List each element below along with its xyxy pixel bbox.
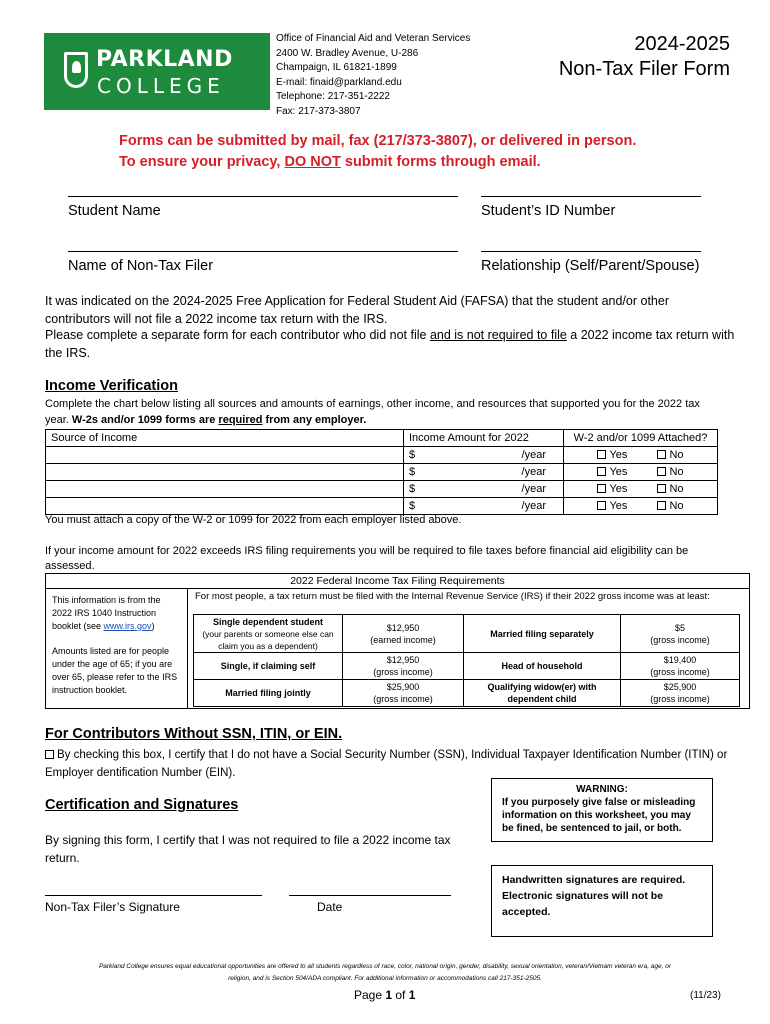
no-checkbox[interactable] (657, 484, 666, 493)
relationship-label: Relationship (Self/Parent/Spouse) (481, 258, 700, 274)
logo-top-text: PARKLAND (96, 47, 233, 72)
relationship-line[interactable] (481, 251, 701, 252)
office-line: E-mail: finaid@parkland.edu (276, 76, 402, 88)
handwritten-notice: Handwritten signatures are required. Electronic signatures will not be accepted. (491, 865, 713, 937)
certification-heading: Certification and Signatures (45, 797, 239, 813)
yes-checkbox[interactable] (597, 467, 606, 476)
table-row (46, 464, 718, 481)
source-cell[interactable] (46, 447, 404, 464)
status-cell: Single dependent student (your parents or someone else can claim you as a dependent) (194, 615, 343, 653)
status-cell: Qualifying widow(er) with dependent child (464, 680, 621, 707)
warning-box (491, 778, 713, 842)
notice-line-2: To ensure your privacy, DO NOT submit forms through email. (119, 154, 541, 170)
table-row (194, 653, 740, 680)
intro-paragraph-2: Please complete a separate form for each contributor who did not file and is not required to file a 2022 income tax return with the IRS. (45, 328, 735, 360)
amount-cell: $12,950 (gross income) (343, 653, 464, 680)
student-id-line[interactable] (481, 196, 701, 197)
student-name-line[interactable] (68, 196, 458, 197)
source-cell[interactable] (46, 464, 404, 481)
w2-cell: Yes No (564, 447, 718, 464)
student-name-label: Student Name (68, 203, 161, 219)
amount-cell: $25,900 (gross income) (621, 680, 740, 707)
status-cell: Single, if claiming self (194, 653, 343, 680)
office-line: Office of Financial Aid and Veteran Services (276, 33, 471, 44)
filing-source-text: This information is from the 2022 IRS 1040 Instruction booklet (see www.irs.gov) (52, 595, 161, 631)
shield-tree-icon (64, 52, 88, 88)
logo-bottom-text: COLLEGE (97, 74, 225, 98)
ssn-heading: For Contributors Without SSN, ITIN, or EIN. (45, 726, 343, 742)
amount-cell[interactable]: $ /year (404, 464, 564, 481)
date-line[interactable] (289, 895, 451, 896)
status-cell: Married filing jointly (194, 680, 343, 707)
eeo-statement: Parkland College ensures equal educational opportunities are offered to all students regardless of race, color, national origin, gender, disability, sexual orientation, veteran/Vietnam veteran era, age, or religion, and is Section 504/ADA compliant. For additional information or accommodations call 217-351-2505. (98, 963, 672, 982)
exceed-note: If your income amount for 2022 exceeds IRS filing requirements you will be required to file taxes before financial aid eligibility can be assessed. (45, 545, 689, 572)
filing-subtitle: For most people, a tax return must be filed with the Internal Revenue Service (IRS) if their 2022 gross income was at least: (195, 591, 710, 602)
income-verification-heading: Income Verification (45, 378, 178, 394)
ssn-certify-text: By checking this box, I certify that I do not have a Social Security Number (SSN), Individual Taxpayer Identification Number (ITIN) or Employer dentification Number (EIN). (45, 749, 728, 779)
submission-notice (119, 131, 636, 173)
office-line: Champaign, IL 61821-1899 (276, 62, 397, 73)
filing-requirements-table (193, 614, 740, 707)
student-id-label: Student’s ID Number (481, 203, 616, 219)
amount-cell[interactable]: $ /year (404, 447, 564, 464)
w2-cell: Yes No (564, 464, 718, 481)
col-w2-header: W-2 and/or 1099 Attached? (564, 430, 718, 447)
no-ssn-checkbox[interactable] (45, 750, 54, 759)
attach-note: You must attach a copy of the W-2 or 1099 for 2022 from each employer listed above. (45, 514, 462, 526)
filing-divider (187, 588, 188, 709)
filing-main (191, 589, 749, 614)
amount-cell: $12,950 (earned income) (343, 615, 464, 653)
table-row (46, 447, 718, 464)
form-title: Non-Tax Filer Form (558, 58, 730, 80)
office-line: Telephone: 217-351-2222 (276, 91, 390, 102)
income-table-header (46, 430, 718, 447)
no-checkbox[interactable] (657, 467, 666, 476)
signature-line[interactable] (45, 895, 262, 896)
warning-text: If you purposely give false or misleading information on this worksheet, you may be fined, be sentenced to jail, or both. (502, 797, 696, 834)
amount-cell[interactable]: $ /year (404, 481, 564, 498)
yes-checkbox[interactable] (597, 501, 606, 510)
office-line: Fax: 217-373-3807 (276, 105, 361, 117)
intro-paragraph-1: It was indicated on the 2024-2025 Free Application for Federal Student Aid (FAFSA) that the student and/or other contributors will not file a 2022 income tax return with the IRS. (45, 294, 669, 326)
amount-cell: $25,900 (gross income) (343, 680, 464, 707)
source-cell[interactable] (46, 498, 404, 515)
status-cell: Head of household (464, 653, 621, 680)
table-row (194, 615, 740, 653)
source-cell[interactable] (46, 481, 404, 498)
parkland-logo (44, 33, 270, 110)
office-contact (276, 32, 470, 119)
certification-text: By signing this form, I certify that I was not required to file a 2022 income tax return. (45, 833, 451, 865)
irs-link[interactable]: www.irs.gov (103, 621, 152, 631)
filing-age-note: Amounts listed are for people under the age of 65; if you are over 65, please refer to the IRS instruction booklet. (52, 646, 178, 695)
office-line: 2400 W. Bradley Avenue, U-286 (276, 47, 419, 59)
signature-label: Non-Tax Filer’s Signature (45, 900, 180, 914)
date-label: Date (317, 900, 343, 914)
non-tax-filer-line[interactable] (68, 251, 458, 252)
ssn-certify-row (45, 746, 735, 782)
income-description: Complete the chart below listing all sources and amounts of earnings, other income, and resources that supported you for the 2022 tax year. W-2s and/or 1099 forms are required from any employer. (45, 398, 700, 426)
col-amount-header: Income Amount for 2022 (404, 430, 564, 447)
amount-cell: $19,400 (gross income) (621, 653, 740, 680)
yes-checkbox[interactable] (597, 450, 606, 459)
w2-cell: Yes No (564, 481, 718, 498)
notice-line-1: Forms can be submitted by mail, fax (217/373-3807), or delivered in person. (119, 133, 637, 149)
no-checkbox[interactable] (657, 450, 666, 459)
w2-cell: Yes No (564, 498, 718, 515)
filing-source-note (46, 589, 188, 702)
warning-title: WARNING: (576, 784, 628, 795)
table-row (46, 481, 718, 498)
form-year: 2024-2025 (634, 33, 730, 55)
income-table (45, 429, 718, 515)
non-tax-filer-label: Name of Non-Tax Filer (68, 258, 214, 274)
amount-cell: $5 (gross income) (621, 615, 740, 653)
yes-checkbox[interactable] (597, 484, 606, 493)
no-checkbox[interactable] (657, 501, 666, 510)
table-row (194, 680, 740, 707)
col-source-header: Source of Income (46, 430, 404, 447)
table-row (46, 498, 718, 515)
amount-cell[interactable]: $ /year (404, 498, 564, 515)
status-cell: Married filing separately (464, 615, 621, 653)
revision-date: (11/23) (690, 990, 721, 1001)
filing-requirements-title: 2022 Federal Income Tax Filing Requirements (46, 574, 749, 589)
page-number: Page 1 of 1 (354, 988, 416, 1002)
